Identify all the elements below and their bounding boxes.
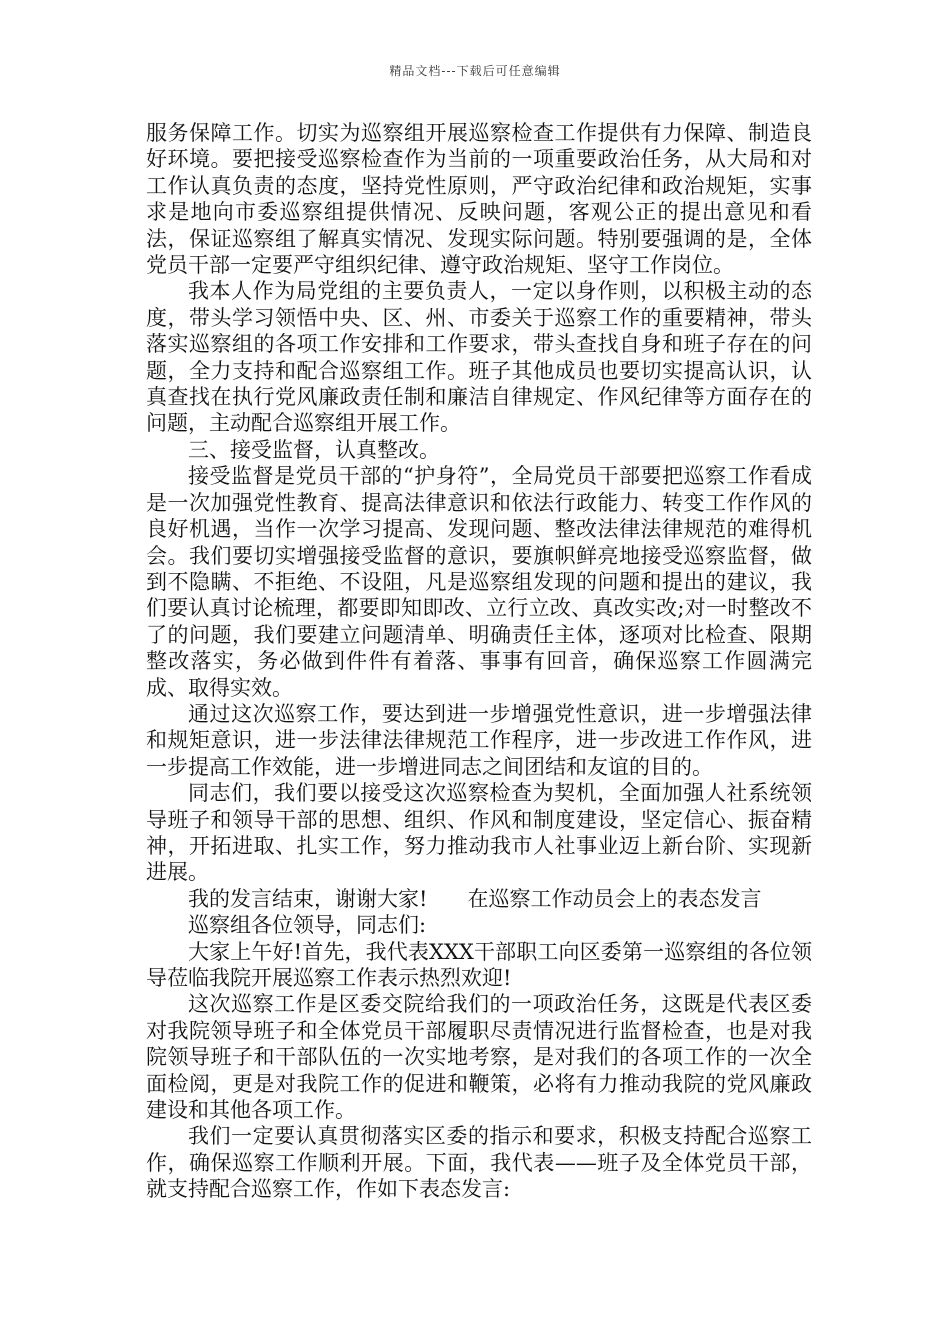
page-header: 精品文档---下载后可任意编辑 [389, 64, 561, 78]
closing-text: 我的发言结束，谢谢大家! [188, 886, 428, 911]
paragraph: 我们一定要认真贯彻落实区委的指示和要求，积极支持配合巡察工作，确保巡察工作顺利开展。下面，我代表——班子及全体党员干部，就支持配合巡察工作，作如下表态发言: [146, 1124, 812, 1202]
paragraph: 这次巡察工作是区委交院给我们的一项政治任务，这既是代表区委对我院领导班子和全体党员干部履职尽责情况进行监督检查，也是对我院领导班子和干部队伍的一次实地考察，是对我们的各项工作的一次全面检阅，更是对我院工作的促进和鞭策，必将有力推动我院的党风廉政建设和其他各项工作。 [146, 992, 812, 1123]
document-body [146, 120, 812, 1203]
paragraph: 服务保障工作。切实为巡察组开展巡察检查工作提供有力保障、制造良好环境。要把接受巡察检查作为当前的一项重要政治任务，从大局和对工作认真负责的态度，坚持党性原则，严守政治纪律和政治规矩，实事求是地向市委巡察组提供情况、反映问题，客观公正的提出意见和看法，保证巡察组了解真实情况、发现实际问题。特别要强调的是，全体党员干部一定要严守组织纪律、遵守政治规矩、坚守工作岗位。 [146, 121, 812, 278]
paragraph: 接受监督是党员干部的“护身符”，全局党员干部要把巡察工作看成是一次加强党性教育、提高法律意识和依法行政能力、转变工作作风的良好机遇，当作一次学习提高、发现问题、整改法律法律规范的难得机会。我们要切实增强接受监督的意识，要旗帜鲜亮地接受巡察监督，做到不隐瞒、不拒绝、不设阻，凡是巡察组发现的问题和提出的建议，我们要认真讨论梳理，都要即知即改、立行立改、真改实改;对一时整改不了的问题，我们要建立问题清单、明确责任主体，逐项对比检查、限期整改落实，务必做到件件有着落、事事有回音，确保巡察工作圆满完成、取得实效。 [146, 464, 812, 700]
salutation: 巡察组各位领导，同志们: [188, 913, 427, 938]
section-heading: 三、接受监督，认真整改。 [188, 437, 440, 462]
next-speech-title: 在巡察工作动员会上的表态发言 [467, 886, 762, 911]
paragraph: 同志们，我们要以接受这次巡察检查为契机，全面加强人社系统领导班子和领导干部的思想、组织、作风和制度建设，坚定信心、振奋精神，开拓进取、扎实工作，努力推动我市人社事业迈上新台阶、实现新进展。 [146, 781, 812, 885]
paragraph: 大家上午好!首先，我代表XXX干部职工向区委第一巡察组的各位领导莅临我院开展巡察工作表示热烈欢迎! [146, 939, 812, 990]
paragraph: 我本人作为局党组的主要负责人，一定以身作则，以积极主动的态度，带头学习领悟中央、区、州、市委关于巡察工作的重要精神，带头落实巡察组的各项工作安排和工作要求，带头查找自身和班子存在的问题，全力支持和配合巡察组工作。班子其他成员也要切实提高认识，认真查找在执行党风廉政责任制和廉洁自律规定、作风纪律等方面存在的问题，主动配合巡察组开展工作。 [146, 279, 812, 436]
closing-paragraph [146, 886, 812, 912]
paragraph: 通过这次巡察工作，要达到进一步增强党性意识，进一步增强法律和规矩意识，进一步法律法律规范工作程序，进一步改进工作作风，进一步提高工作效能，进一步增进同志之间团结和友谊的目的。 [146, 701, 812, 779]
